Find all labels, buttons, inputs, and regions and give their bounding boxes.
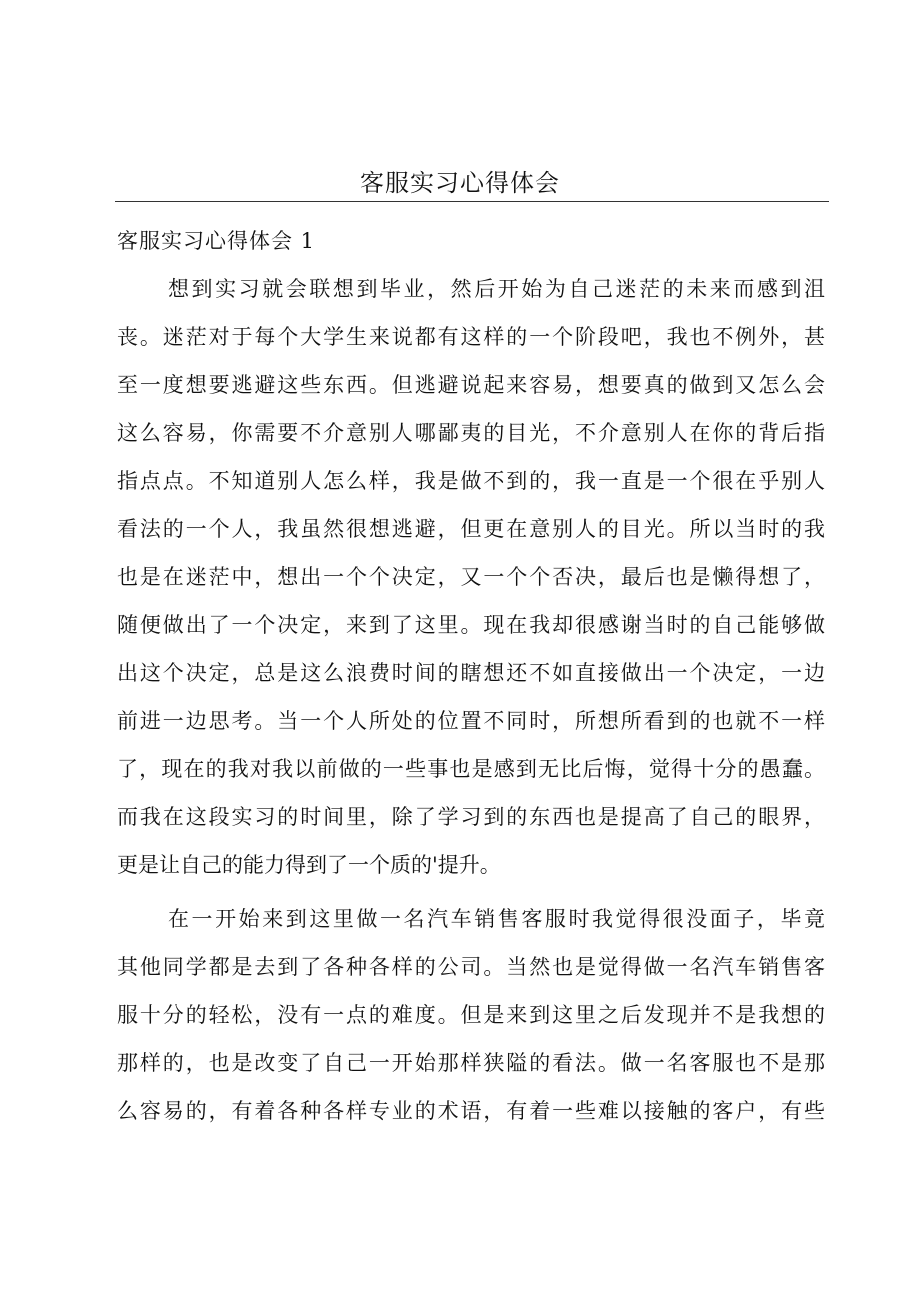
- paragraph-line: 丧。迷茫对于每个大学生来说都有这样的一个阶段吧，我也不例外，甚: [117, 325, 825, 349]
- paragraph-line: 那样的，也是改变了自己一开始那样狭隘的看法。做一名客服也不是那: [117, 1051, 825, 1075]
- paragraph-line: 这么容易，你需要不介意别人哪鄙夷的目光，不介意别人在你的背后指: [117, 421, 825, 445]
- paragraph-line: 其他同学都是去到了各种各样的公司。当然也是觉得做一名汽车销售客: [117, 955, 825, 979]
- paragraph-line: 更是让自己的能力得到了一个质的'提升。: [117, 853, 501, 877]
- paragraph-line: 指点点。不知道别人怎么样，我是做不到的，我一直是一个很在乎别人: [117, 469, 825, 493]
- paragraph-line: 了，现在的我对我以前做的一些事也是感到无比后悔，觉得十分的愚蠢。: [117, 757, 825, 781]
- paragraph-line: 也是在迷茫中，想出一个个决定，又一个个否决，最后也是懒得想了，: [117, 565, 825, 589]
- paragraph-line: 前进一边思考。当一个人所处的位置不同时，所想所看到的也就不一样: [117, 709, 825, 733]
- paragraph-line: 随便做出了一个决定，来到了这里。现在我却很感谢当时的自己能够做: [117, 613, 825, 637]
- paragraph-line: 想到实习就会联想到毕业，然后开始为自己迷茫的未来而感到沮: [168, 277, 825, 301]
- paragraph-line: 看法的一个人，我虽然很想逃避，但更在意别人的目光。所以当时的我: [117, 517, 825, 541]
- section-heading: 客服实习心得体会 1: [117, 229, 316, 253]
- paragraph-line: 至一度想要逃避这些东西。但逃避说起来容易，想要真的做到又怎么会: [117, 373, 825, 397]
- document-title: 客服实习心得体会: [360, 169, 560, 197]
- paragraph-line: 而我在这段实习的时间里，除了学习到的东西也是提高了自己的眼界，: [117, 805, 825, 829]
- paragraph-line: 在一开始来到这里做一名汽车销售客服时我觉得很没面子，毕竟: [168, 907, 825, 931]
- paragraph-line: 么容易的，有着各种各样专业的术语，有着一些难以接触的客户，有些: [117, 1099, 825, 1123]
- paragraph-line: 出这个决定，总是这么浪费时间的瞎想还不如直接做出一个决定，一边: [117, 661, 825, 685]
- title-underline: [115, 201, 829, 202]
- paragraph-line: 服十分的轻松，没有一点的难度。但是来到这里之后发现并不是我想的: [117, 1003, 825, 1027]
